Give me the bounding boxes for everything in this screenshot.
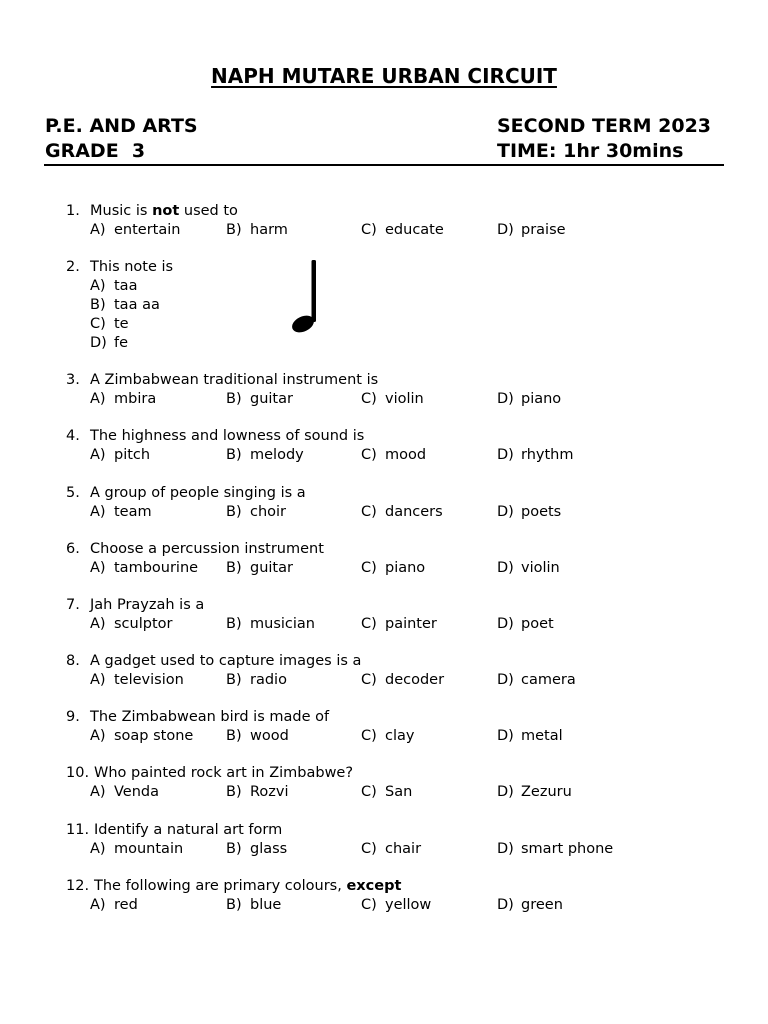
option-c: C) mood [361,447,427,463]
question-11: 11. Identify a natural art form A) mountain B) glass C) chair D) smart phone [66,822,614,857]
option-b: B) guitar [226,391,293,407]
exam-title: NAPH MUTARE URBAN CIRCUIT [211,64,557,88]
option-c: C) educate [361,222,444,238]
option-c: C) painter [361,616,437,632]
option-b: B) guitar [226,560,293,576]
option-b: B) blue [226,897,282,913]
option-a: A) mountain [90,841,184,857]
option-c: C) decoder [361,672,445,688]
option-a: A) Venda [90,784,159,800]
option-b: B) wood [226,728,289,744]
time-label: TIME: 1hr 30mins [497,140,684,162]
option-c: C) violin [361,391,424,407]
option-b: B) taa aa [90,297,160,313]
header-left [45,114,198,164]
question-6: 6. Choose a percussion instrument A) tambourine B) guitar C) piano D) violin [66,541,560,576]
option-d: D) poet [497,616,554,632]
option-d: D) rhythm [497,447,574,463]
question-3: 3. A Zimbabwean traditional instrument is A) mbira B) guitar C) violin D) piano [66,372,562,407]
option-b: B) musician [226,616,315,632]
header-right [497,114,711,164]
option-a: A) pitch [90,447,151,463]
option-d: D) praise [497,222,566,238]
term-label: SECOND TERM 2023 [497,115,712,137]
option-a: A) mbira [90,391,157,407]
option-a: A) taa [90,278,138,294]
option-a: A) red [90,897,138,913]
option-d: D) fe [90,335,129,351]
option-d: D) violin [497,560,560,576]
question-10: 10. Who painted rock art in Zimbabwe? A) Venda B) Rozvi C) San D) Zezuru [66,765,572,800]
option-a: A) tambourine [90,560,199,576]
quarter-note-icon [290,258,322,336]
option-d: D) green [497,897,563,913]
option-d: D) poets [497,504,562,520]
option-b: B) choir [226,504,287,520]
question-7: 7. Jah Prayzah is a A) sculptor B) musician C) painter D) poet [66,597,554,632]
option-c: C) clay [361,728,415,744]
option-d: D) camera [497,672,576,688]
question-1: 1. Music is not used to A) entertain B) harm C) educate D) praise [66,203,566,238]
option-a: A) entertain [90,222,181,238]
option-c: C) piano [361,560,426,576]
subject-label: P.E. AND ARTS [45,115,198,137]
option-d: D) piano [497,391,562,407]
question-8: 8. A gadget used to capture images is a A) television B) radio C) decoder D) camera [66,653,576,688]
question-5: 5. A group of people singing is a A) team B) choir C) dancers D) poets [66,485,562,520]
grade-label: GRADE 3 [45,140,146,162]
option-b: B) melody [226,447,304,463]
option-d: D) metal [497,728,563,744]
option-a: A) sculptor [90,616,173,632]
question-4: 4. The highness and lowness of sound is A) pitch B) melody C) mood D) rhythm [66,428,574,463]
option-d: D) smart phone [497,841,614,857]
option-b: B) Rozvi [226,784,289,800]
question-9: 9. The Zimbabwean bird is made of A) soap stone B) wood C) clay D) metal [66,709,563,744]
option-c: C) San [361,784,413,800]
option-b: B) glass [226,841,288,857]
option-a: A) soap stone [90,728,194,744]
option-b: B) harm [226,222,288,238]
option-c: C) yellow [361,897,432,913]
option-c: C) dancers [361,504,443,520]
option-c: C) chair [361,841,422,857]
option-b: B) radio [226,672,287,688]
option-a: A) television [90,672,184,688]
header-divider [44,164,724,166]
question-2: 2. This note is A) taa B) taa aa C) te D) fe [66,259,174,351]
question-12: 12. The following are primary colours, except A) red B) blue C) yellow D) green [66,878,563,913]
option-c: C) te [90,316,129,332]
option-d: D) Zezuru [497,784,572,800]
option-a: A) team [90,504,152,520]
